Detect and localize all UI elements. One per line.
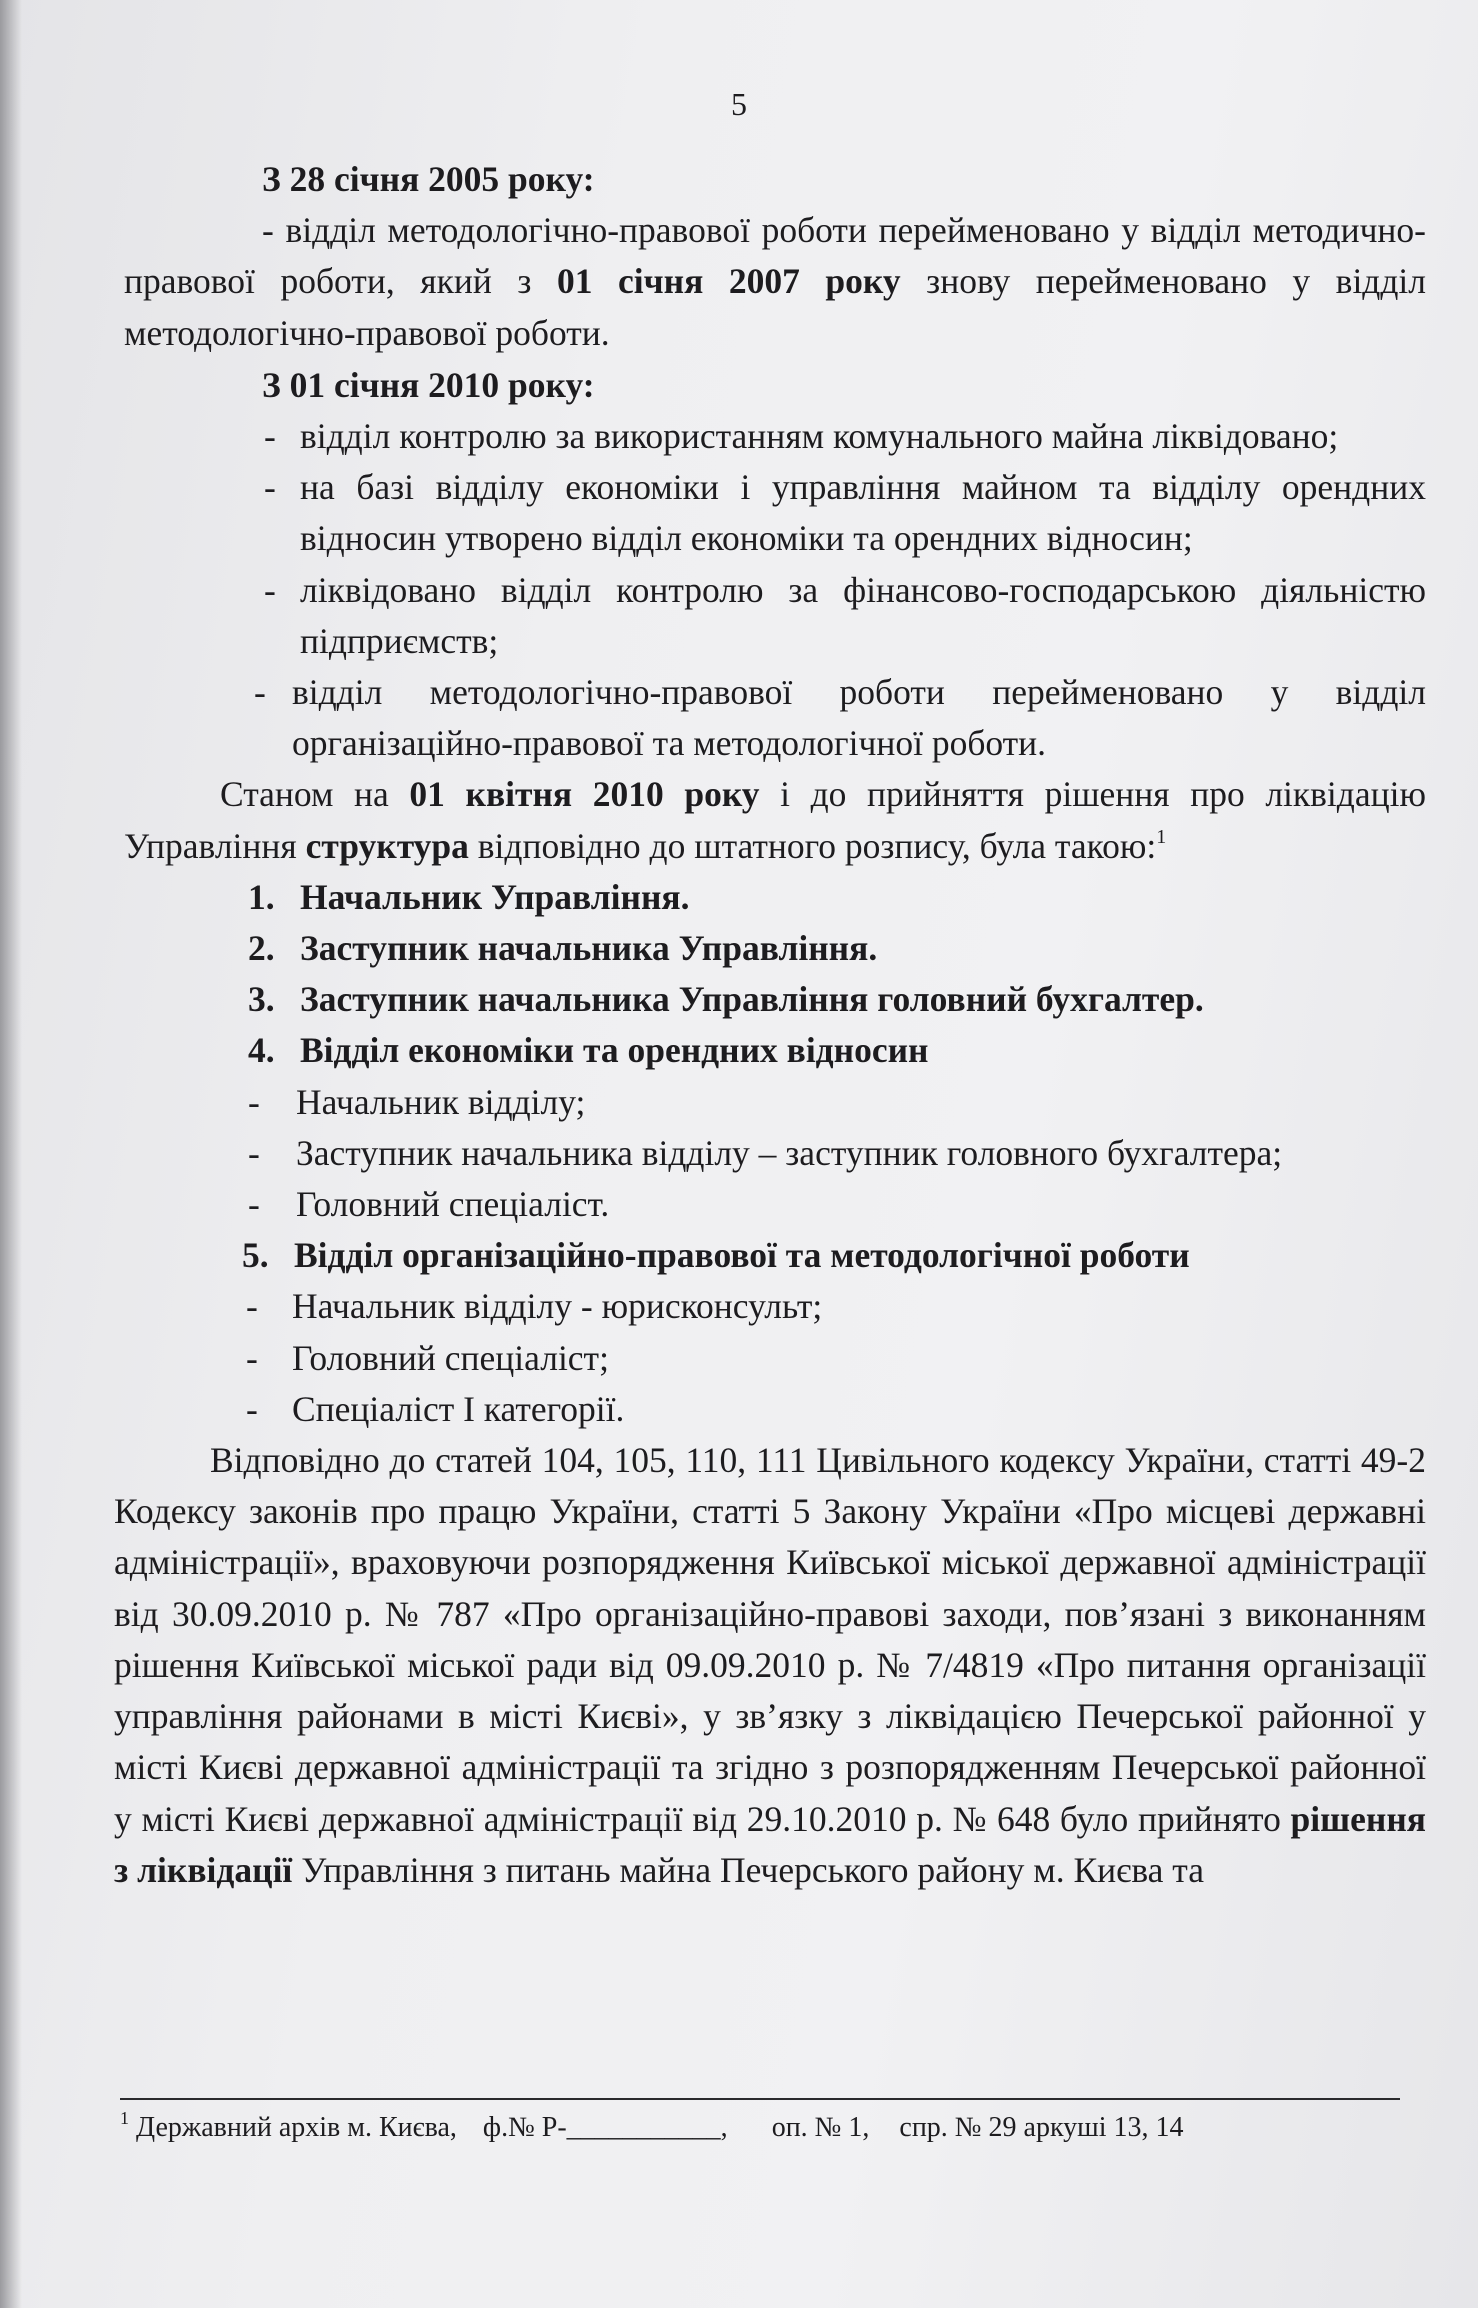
position-item <box>124 1384 1426 1435</box>
list-dash: - <box>248 1184 260 1225</box>
list-item-text: ліквідовано відділ контролю за фінансово-господарською діяльністю підприємств; <box>300 569 1426 661</box>
position-text: Заступник начальника відділу – заступник головного бухгалтера; <box>296 1132 1283 1173</box>
intro-structure-word: структура <box>305 825 469 866</box>
position-text: Начальник відділу; <box>296 1081 586 1122</box>
list-dash: - <box>248 1081 260 1122</box>
footnote-sheets: аркуші 13, 14 <box>1023 2112 1184 2143</box>
footnote-archive: Державний архів м. Києва, <box>136 2112 457 2143</box>
list-item-text: на базі відділу економіки і управління майном та відділу орендних відносин утворено відділ економіки та орендних відносин; <box>300 467 1426 559</box>
rename-text-b: знову перейменовано у відділ методологічно-правової роботи. <box>124 261 1427 353</box>
page-number: 5 <box>731 86 747 122</box>
list-item <box>124 411 1426 462</box>
closing-text-a: Відповідно до статей 104, 105, 110, 111 Цивільного кодексу України, статті 49-2 Кодексу законів про працю України, статті 5 Закону України «Про місцеві державні адміністрації», враховуючи розпорядження Київської міської державної адміністрації від 30.09.2010 р. № 787 «Про організаційно-правові заходи, пов’язані з виконанням рішення Київської міської ради від 09.09.2010 р. № 7/4819 «Про питання організації управління районами в місті Києві», у зв’язку з ліквідацією Печерської районної у місті Києві державної адміністрації та згідно з розпорядженням Печерської районної у місті Києві державної адміністрації від 29.10.2010 р. № 648 було прийнято <box>114 1440 1426 1839</box>
unit-title: Відділ економіки та орендних відносин <box>300 1030 929 1071</box>
unit-number: 2. <box>248 928 275 969</box>
closing-text-b: Управління з питань майна Печерського району м. Києва та <box>301 1849 1204 1890</box>
unit-number: 3. <box>248 979 275 1020</box>
position-item <box>124 1179 1426 1230</box>
document-body <box>114 154 1427 1896</box>
list-dash: - <box>254 672 266 713</box>
unit-number: 1. <box>248 876 275 917</box>
footnote-ref: 1 <box>1156 825 1167 848</box>
structure-unit <box>124 1230 1426 1281</box>
unit-number: 5. <box>242 1235 269 1276</box>
structure-intro <box>124 769 1426 871</box>
list-dash: - <box>248 1132 260 1173</box>
page-edge-shadow <box>0 0 22 2308</box>
position-text: Головний спеціаліст; <box>292 1337 609 1378</box>
unit-title: Заступник начальника Управління головний бухгалтер. <box>300 979 1204 1020</box>
position-item <box>124 1077 1426 1128</box>
list-item <box>124 667 1426 769</box>
list-item-text: відділ контролю за використанням комунального майна ліквідовано; <box>300 416 1339 457</box>
intro-date: 01 квітня 2010 року <box>409 774 760 815</box>
position-text: Спеціаліст І категорії. <box>292 1388 625 1429</box>
structure-unit <box>124 1025 1426 1076</box>
list-dash: - <box>264 416 276 457</box>
footnote <box>120 2108 1420 2148</box>
unit-number: 4. <box>248 1030 275 1071</box>
unit-title: Начальник Управління. <box>300 876 690 917</box>
footnote-number: 1 <box>120 2107 129 2128</box>
list-item <box>124 462 1426 564</box>
structure-unit <box>124 872 1426 923</box>
footnote-fund: ф.№ Р-___________, <box>482 2112 728 2143</box>
position-item <box>124 1281 1426 1332</box>
intro-text-c: відповідно до штатного розпису, була такою: <box>477 825 1157 866</box>
closing-paragraph <box>114 1435 1426 1896</box>
list-dash: - <box>246 1286 258 1327</box>
section-heading-2005: З 28 січня 2005 року: <box>262 159 595 199</box>
footnote-separator <box>120 2098 1400 2100</box>
rename-date: 01 січня 2007 року <box>556 261 901 302</box>
unit-title: Відділ організаційно-правової та методологічної роботи <box>294 1235 1190 1276</box>
intro-text-b: і до прийняття рішення про ліквідацію Управління <box>124 774 1426 866</box>
structure-unit <box>124 923 1426 974</box>
rename-text-a: відділ методологічно-правової роботи перейменовано у відділ методично-правової роботи, який з <box>124 210 1427 302</box>
list-item-text: відділ методологічно-правової роботи перейменовано у відділ організаційно-правової та методологічної роботи. <box>292 672 1426 764</box>
list-item <box>124 565 1426 667</box>
closing-decision: рішення з ліквідації <box>114 1798 1426 1890</box>
unit-title: Заступник начальника Управління. <box>300 928 878 969</box>
list-dash: - <box>262 210 274 251</box>
intro-text-a: Станом на <box>220 774 389 815</box>
structure-unit <box>124 974 1426 1025</box>
section-heading-2010: З 01 січня 2010 року: <box>262 364 595 405</box>
position-item <box>124 1128 1426 1179</box>
position-text: Начальник відділу - юрисконсульт; <box>292 1286 823 1327</box>
position-text: Головний спеціаліст. <box>296 1184 610 1225</box>
paragraph-2005-rename <box>124 205 1426 359</box>
footnote-opys: оп. № 1, <box>771 2112 870 2143</box>
list-dash: - <box>264 467 276 508</box>
list-dash: - <box>246 1388 258 1429</box>
footnote-sprava: спр. № 29 <box>899 2112 1017 2143</box>
list-dash: - <box>264 569 276 610</box>
position-item <box>124 1333 1426 1384</box>
list-dash: - <box>246 1337 258 1378</box>
